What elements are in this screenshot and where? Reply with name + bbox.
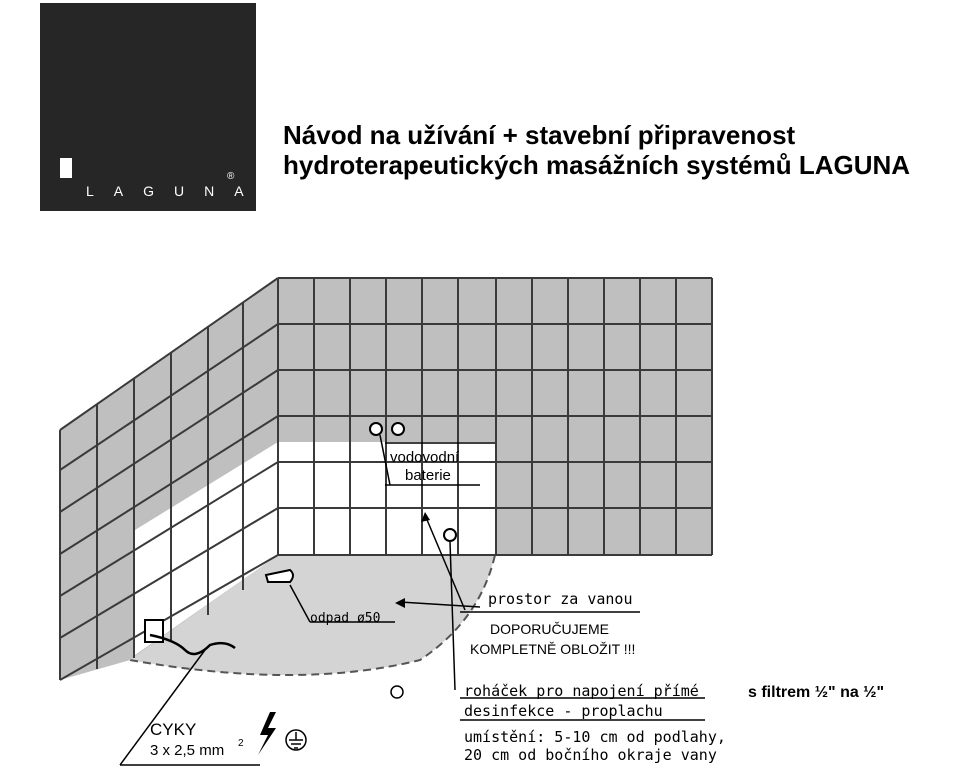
cable-name-label: CYKY <box>150 720 197 739</box>
logo-registered-mark: ® <box>227 171 235 182</box>
valve-label-2: desinfekce - proplachu <box>464 702 663 720</box>
recommend-label-2: KOMPLETNĚ OBLOŽIT !!! <box>470 641 636 657</box>
recommend-label-1: DOPORUČUJEME <box>490 621 610 637</box>
cable-spec-label: 3 x 2,5 mm <box>150 742 225 759</box>
faucet-label-1: vodovodní <box>390 449 460 466</box>
title-line-1: Návod na užívání + stavební připravenost <box>283 120 796 150</box>
filter-opening <box>391 686 403 698</box>
cable-spec-superscript: 2 <box>238 738 244 749</box>
placement-label-2: 20 cm od bočního okraje vany <box>464 746 717 764</box>
ground-icon <box>286 730 306 750</box>
valve-label-1: roháček pro napojení přímé <box>464 682 699 700</box>
lightning-icon <box>258 712 276 755</box>
valve-opening <box>444 529 456 541</box>
faucet-opening-right <box>392 423 404 435</box>
faucet-label-2: baterie <box>405 467 451 484</box>
faucet-opening-left <box>370 423 382 435</box>
filter-label: s filtrem ½" na ½" <box>748 684 885 701</box>
title-line-2: hydroterapeutických masážních systémů LAGUNA <box>283 150 911 180</box>
logo-text: LAGUNA <box>86 183 264 199</box>
space-label: prostor za vanou <box>488 590 633 608</box>
placement-label-1: umístění: 5-10 cm od podlahy, <box>464 728 726 746</box>
drain-label: odpad ø50 <box>310 611 381 626</box>
